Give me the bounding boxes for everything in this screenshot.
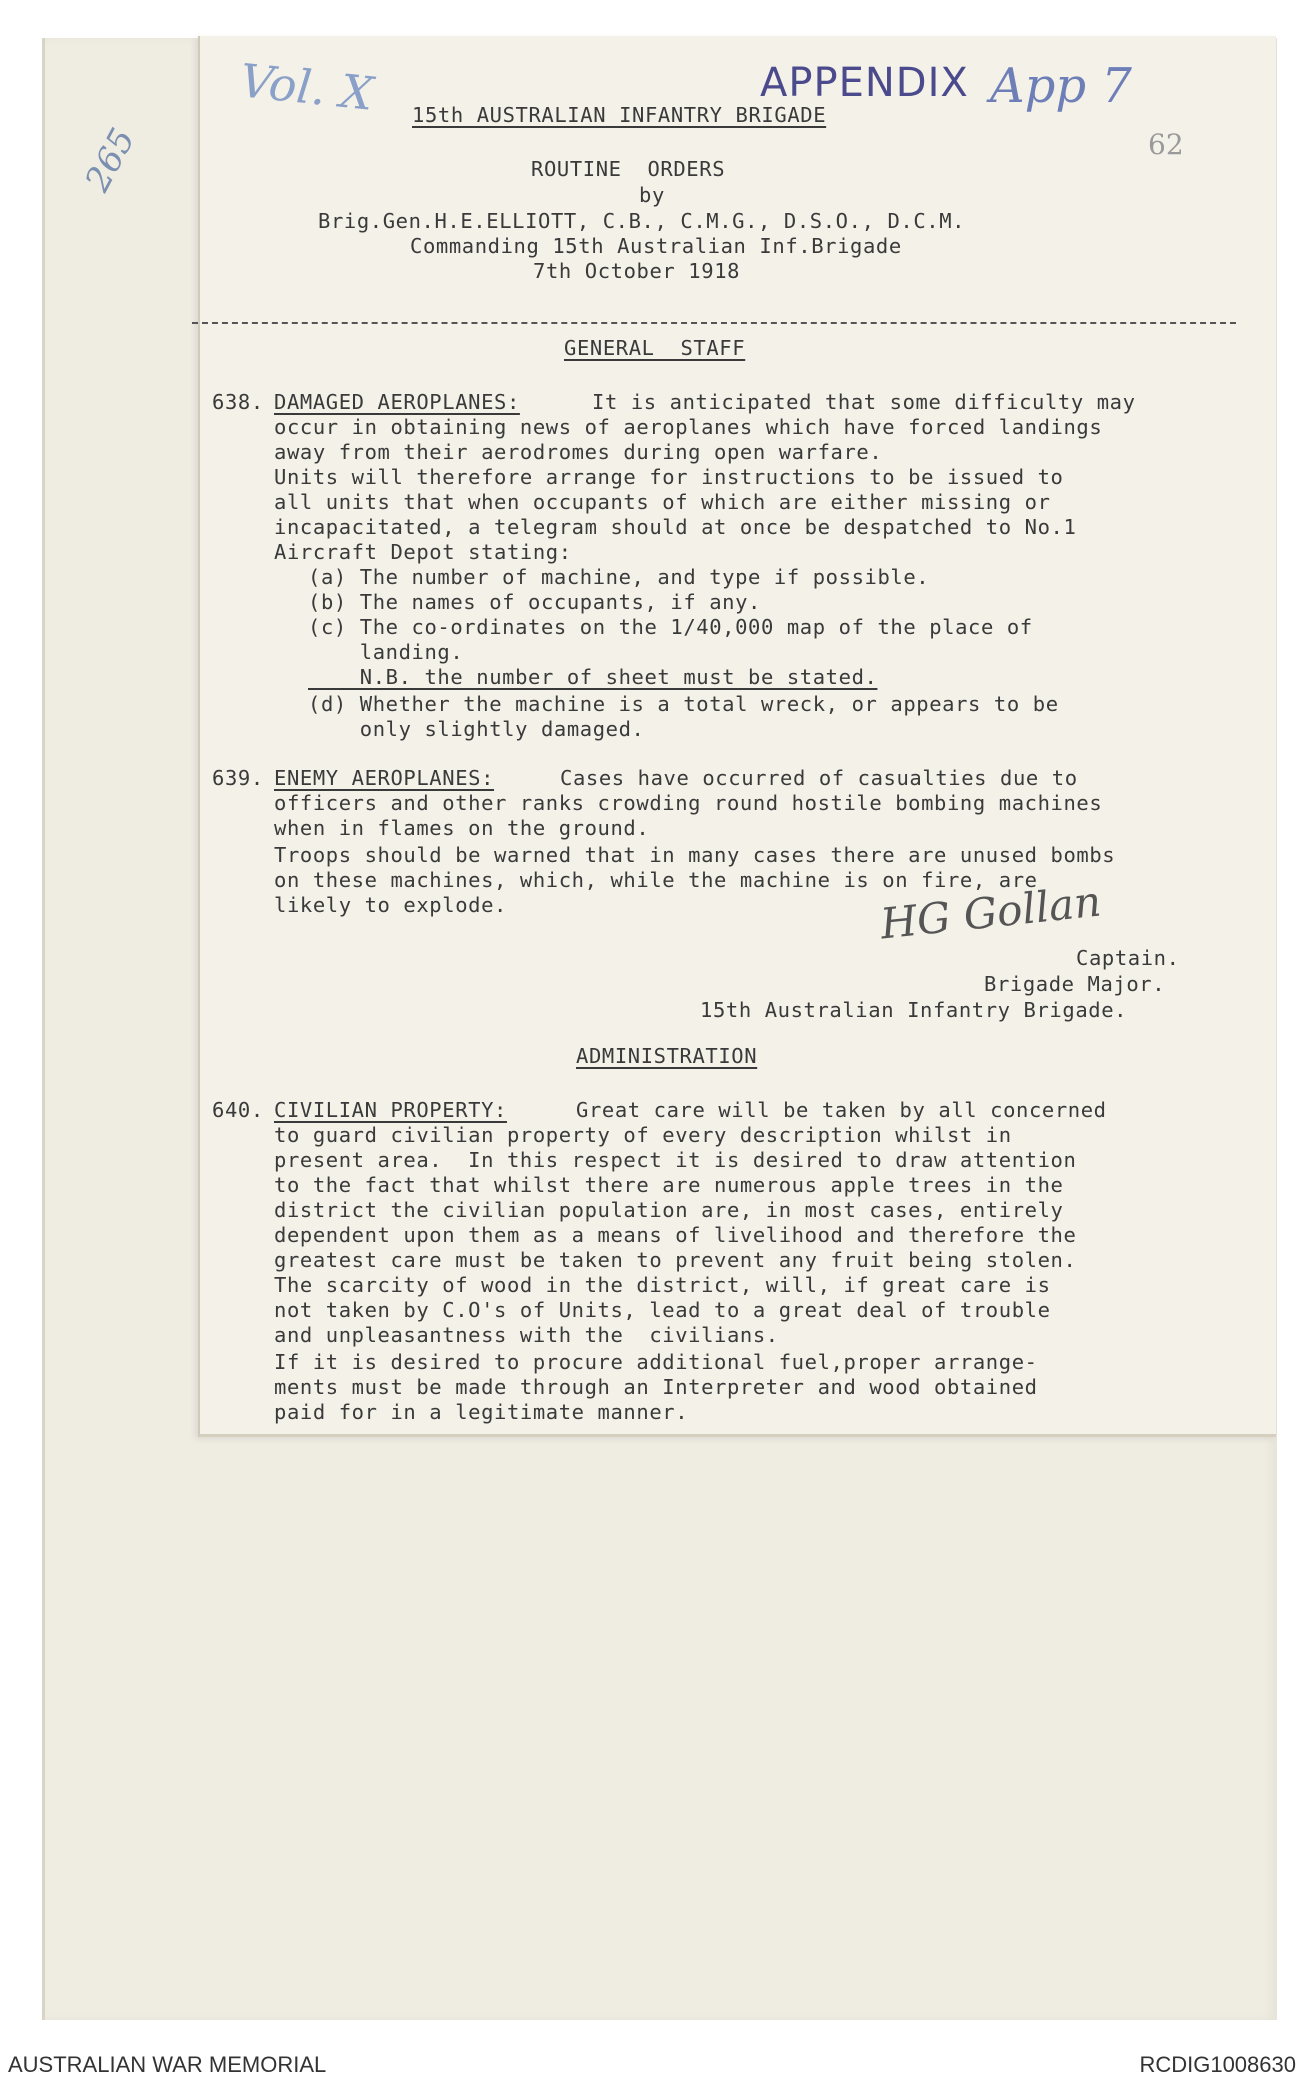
order-640-line: not taken by C.O's of Units, lead to a great deal of trouble xyxy=(274,1298,1051,1322)
order-640-line: greatest care must be taken to prevent any fruit being stolen. xyxy=(274,1248,1077,1272)
order-640-line: The scarcity of wood in the district, will, if great care is xyxy=(274,1273,1051,1297)
order-638-item: landing. xyxy=(308,640,464,664)
order-638-line: Aircraft Depot stating: xyxy=(274,540,572,564)
order-638-item: (c) The co-ordinates on the 1/40,000 map of the place of xyxy=(308,615,1033,639)
order-638-note: N.B. the number of sheet must be stated. xyxy=(308,665,878,689)
order-638-line: incapacitated, a telegram should at once be despatched to No.1 xyxy=(274,515,1077,539)
signature-rank: Captain. xyxy=(1076,946,1180,970)
order-638-item: only slightly damaged. xyxy=(308,717,645,741)
record-id: RCDIG1008630 xyxy=(1139,2052,1296,2077)
order-640-line: If it is desired to procure additional fuel,proper arrange- xyxy=(274,1350,1038,1374)
order-640-line: district the civilian population are, in most cases, entirely xyxy=(274,1198,1064,1222)
order-640-line: paid for in a legitimate manner. xyxy=(274,1400,689,1424)
handwritten-signature: HG Gollan xyxy=(878,876,1104,949)
order-639-line: on these machines, which, while the machine is on fire, are xyxy=(274,868,1038,892)
order-639-line: officers and other ranks crowding round hostile bombing machines xyxy=(274,791,1103,815)
by-line: by xyxy=(639,183,665,207)
order-640-line: to guard civilian property of every description whilst in xyxy=(274,1123,1012,1147)
order-638-item: (a) The number of machine, and type if possible. xyxy=(308,565,930,589)
order-639-line: likely to explode. xyxy=(274,893,507,917)
order-639-number: 639. xyxy=(212,766,264,790)
signature-unit: 15th Australian Infantry Brigade. xyxy=(700,998,1128,1022)
folio-number: 265 xyxy=(77,121,144,199)
commanding-officer: Brig.Gen.H.E.ELLIOTT, C.B., C.M.G., D.S.O., D.C.M. xyxy=(318,209,966,233)
volume-annotation: Vol. X xyxy=(237,53,376,121)
order-638-line: all units that when occupants of which are either missing or xyxy=(274,490,1051,514)
order-638-line: occur in obtaining news of aeroplanes which have forced landings xyxy=(274,415,1103,439)
general-staff-heading: GENERAL STAFF xyxy=(564,336,746,360)
order-640-line: present area. In this respect it is desired to draw attention xyxy=(274,1148,1077,1172)
order-640-line: and unpleasantness with the civilians. xyxy=(274,1323,779,1347)
order-638-item: (b) The names of occupants, if any. xyxy=(308,590,761,614)
order-640-line: dependent upon them as a means of livelihood and therefore the xyxy=(274,1223,1077,1247)
routine-orders-title: ROUTINE ORDERS xyxy=(531,157,726,181)
brigade-title: 15th AUSTRALIAN INFANTRY BRIGADE xyxy=(412,103,827,127)
order-640-number: 640. xyxy=(212,1098,264,1122)
order-640-line: to the fact that whilst there are numerous apple trees in the xyxy=(274,1173,1064,1197)
order-639-line: Cases have occurred of casualties due to xyxy=(560,766,1078,790)
order-638-title: DAMAGED AEROPLANES: xyxy=(274,390,520,414)
appendix-stamp: APPENDIX xyxy=(760,60,969,106)
order-638-item: (d) Whether the machine is a total wreck, or appears to be xyxy=(308,692,1059,716)
order-638-number: 638. xyxy=(212,390,264,414)
order-640-title: CIVILIAN PROPERTY: xyxy=(274,1098,507,1122)
section-divider xyxy=(192,322,1236,324)
administration-heading: ADMINISTRATION xyxy=(576,1044,758,1068)
archive-credit: AUSTRALIAN WAR MEMORIAL xyxy=(8,2052,327,2077)
signature-role: Brigade Major. xyxy=(984,972,1166,996)
order-639-line: when in flames on the ground. xyxy=(274,816,650,840)
order-639-line: Troops should be warned that in many cases there are unused bombs xyxy=(274,843,1116,867)
order-640-line: Great care will be taken by all concerned xyxy=(576,1098,1107,1122)
order-638-line: It is anticipated that some difficulty may xyxy=(592,390,1136,414)
appendix-number: App 7 xyxy=(990,58,1132,114)
order-640-line: ments must be made through an Interpreter and wood obtained xyxy=(274,1375,1038,1399)
order-639-title: ENEMY AEROPLANES: xyxy=(274,766,495,790)
order-638-line: away from their aerodromes during open warfare. xyxy=(274,440,883,464)
page-number: 62 xyxy=(1148,128,1184,161)
order-638-line: Units will therefore arrange for instructions to be issued to xyxy=(274,465,1064,489)
order-date: 7th October 1918 xyxy=(533,259,741,283)
commanding-line: Commanding 15th Australian Inf.Brigade xyxy=(410,234,902,258)
